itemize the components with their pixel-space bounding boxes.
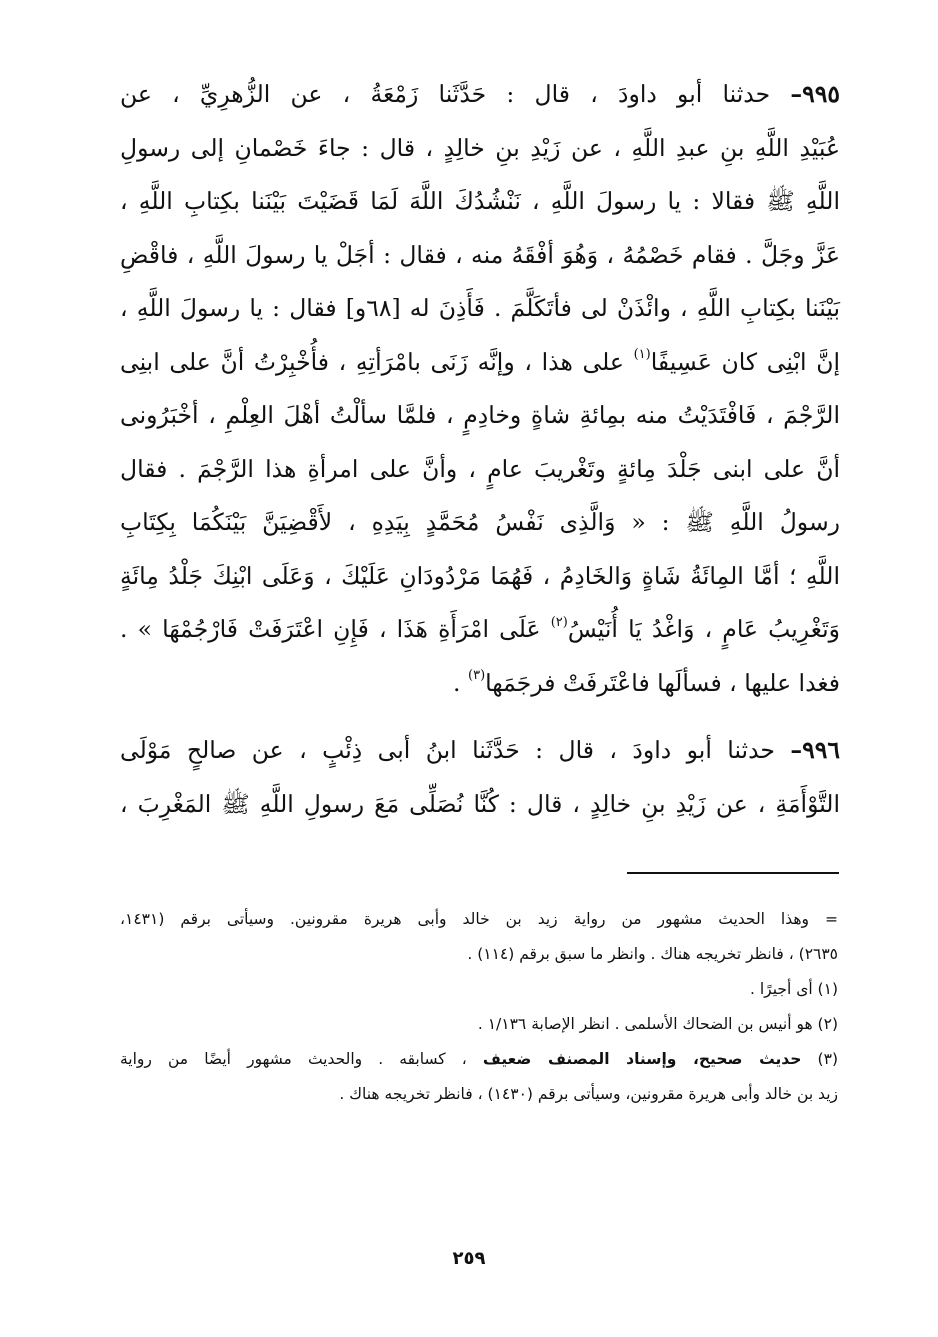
footnote-separator: [627, 872, 839, 874]
main-text: [120, 68, 840, 831]
footnote-marker-3: (٣): [468, 668, 486, 684]
footnote-2: (٢) هو أنيس بن الضحاك الأسلمى . انظر الإصابة ١/١٣٦ .: [477, 1015, 838, 1033]
hadith-995-line-1: ٩٩٥– حدثنا أبو داودَ ، قال : حَدَّثَنا زَمْعَةُ ، عن الزُّهرِيِّ ، عن: [120, 80, 840, 108]
hadith-995-line-2: عُبَيْدِ اللَّهِ بنِ عبدِ اللَّهِ ، عن زَيْدِ بنِ خالِدٍ ، قال : جاءَ خَصْمانِ إلى رسولِ: [120, 133, 840, 162]
hadith-995-line-8: أنَّ على ابنى جَلْدَ مِائةٍ وتَغْريبَ عامٍ ، وأنَّ على امرأةِ هذا الرَّجْمَ . فقال: [120, 454, 840, 483]
hadith-995-line-6: إنَّ ابْنِى كان عَسِيفًا$^{(١)}$ على هذا ، وإنَّه زَنَى بامْرَأتِهِ ، فأُخْبِرْتُ أنَّ على ابنِى: [120, 347, 840, 376]
footnote-continuation-line-2: ٢٦٣٥) ، فانظر تخريجه هناك . وانظر ما سبق برقم (١١٤) .: [467, 945, 838, 963]
footnote-marker-2: (٢): [550, 614, 568, 630]
footnote-3-line-2: زيد بن خالد وأبى هريرة مقرونين، وسيأتى برقم (١٤٣٠) ، فانظر تخريجه هناك .: [339, 1085, 838, 1103]
hadith-996-line-1: ٩٩٦– حدثنا أبو داودَ ، قال : حَدَّثَنا ابنُ أبى ذِئْبٍ ، عن صالحٍ مَوْلَى: [120, 736, 840, 764]
hadith-995-line-5: بَيْنَنا بكِتابِ اللَّهِ ، وائْذَنْ لى فأتَكَلَّمَ . فَأَذِنَ له [٦٨و] فقال : يا رسولَ اللَّهِ ،: [120, 294, 840, 322]
footnote-1: (١) أى أجيرًا .: [749, 980, 838, 998]
footnote-marker-1: (١): [633, 347, 651, 363]
footnotes: [120, 902, 838, 1112]
hadith-996-line-2: التَّوْأَمَةِ ، عن زَيْدِ بنِ خالِدٍ ، قال : كُنَّا نُصَلِّى مَعَ رسولِ اللَّهِ ﷺ المَغْرِبَ ،: [120, 789, 840, 818]
hadith-996-number: ٩٩٦–: [790, 736, 840, 764]
hadith-995-number: ٩٩٥–: [790, 80, 840, 108]
footnote-continuation-line-1: = وهذا الحديث مشهور من رواية زيد بن خالد وأبى هريرة مقرونين. وسيأتى برقم (١٤٣١،: [120, 910, 838, 928]
paragraph-gap: [120, 710, 840, 724]
hadith-995-line-11: وَتَغْرِيبُ عَامٍ ، وَاغْدُ يَا أُنَيْسُ$^{(٢)}$ عَلَى امْرَأَةِ هَذَا ، فَإِنِ اعْتَرَفَتْ فَارْجُمْهَا » .: [120, 614, 840, 643]
hadith-995-line-10: اللَّهِ ؛ أمَّا المِائَةُ شَاةٍ وَالخَادِمُ ، فَهُمَا مَرْدُودَانِ عَلَيْكَ ، وَعَلَى ابْنِكَ جَلْدُ مِائَةٍ: [120, 561, 840, 590]
page-number: ٢٥٩: [452, 1248, 486, 1269]
hadith-995-line-7: الرَّجْمَ ، فَافْتَدَيْتُ منه بمِائةِ شاةٍ وخادِمٍ ، فلمَّا سألْتُ أهْلَ العِلْمِ ، أخْبَرُونى: [120, 401, 840, 429]
footnote-3-line-1: (٣) حديث صحيح، وإسناد المصنف ضعيف ، كسابقه . والحديث مشهور أيضًا من رواية: [120, 1050, 838, 1068]
hadith-995-line-3: اللَّهِ ﷺ فقالا : يا رسولَ اللَّهِ ، نَنْشُدُكَ اللَّهَ لَمَا قَضَيْتَ بَيْنَنا بكِتابِ اللَّهِ ،: [120, 187, 840, 215]
hadith-995-line-12: فغدا عليها ، فسألَها فاعْتَرفَتْ فرجَمَها$^{(٣)}$ .: [453, 668, 840, 697]
hadith-995-line-4: عَزَّ وجَلَّ . فقام خَصْمُهُ ، وَهُوَ أفْقَهُ منه ، فقال : أجَلْ يا رسولَ اللَّهِ ، فاقْضِ: [120, 240, 840, 269]
hadith-995-line-9: رسولُ اللَّهِ ﷺ : « وَالَّذِى نَفْسُ مُحَمَّدٍ بِيَدِهِ ، لأَقْضِيَنَّ بَيْنَكُمَا بِكِتَابِ: [120, 508, 840, 536]
